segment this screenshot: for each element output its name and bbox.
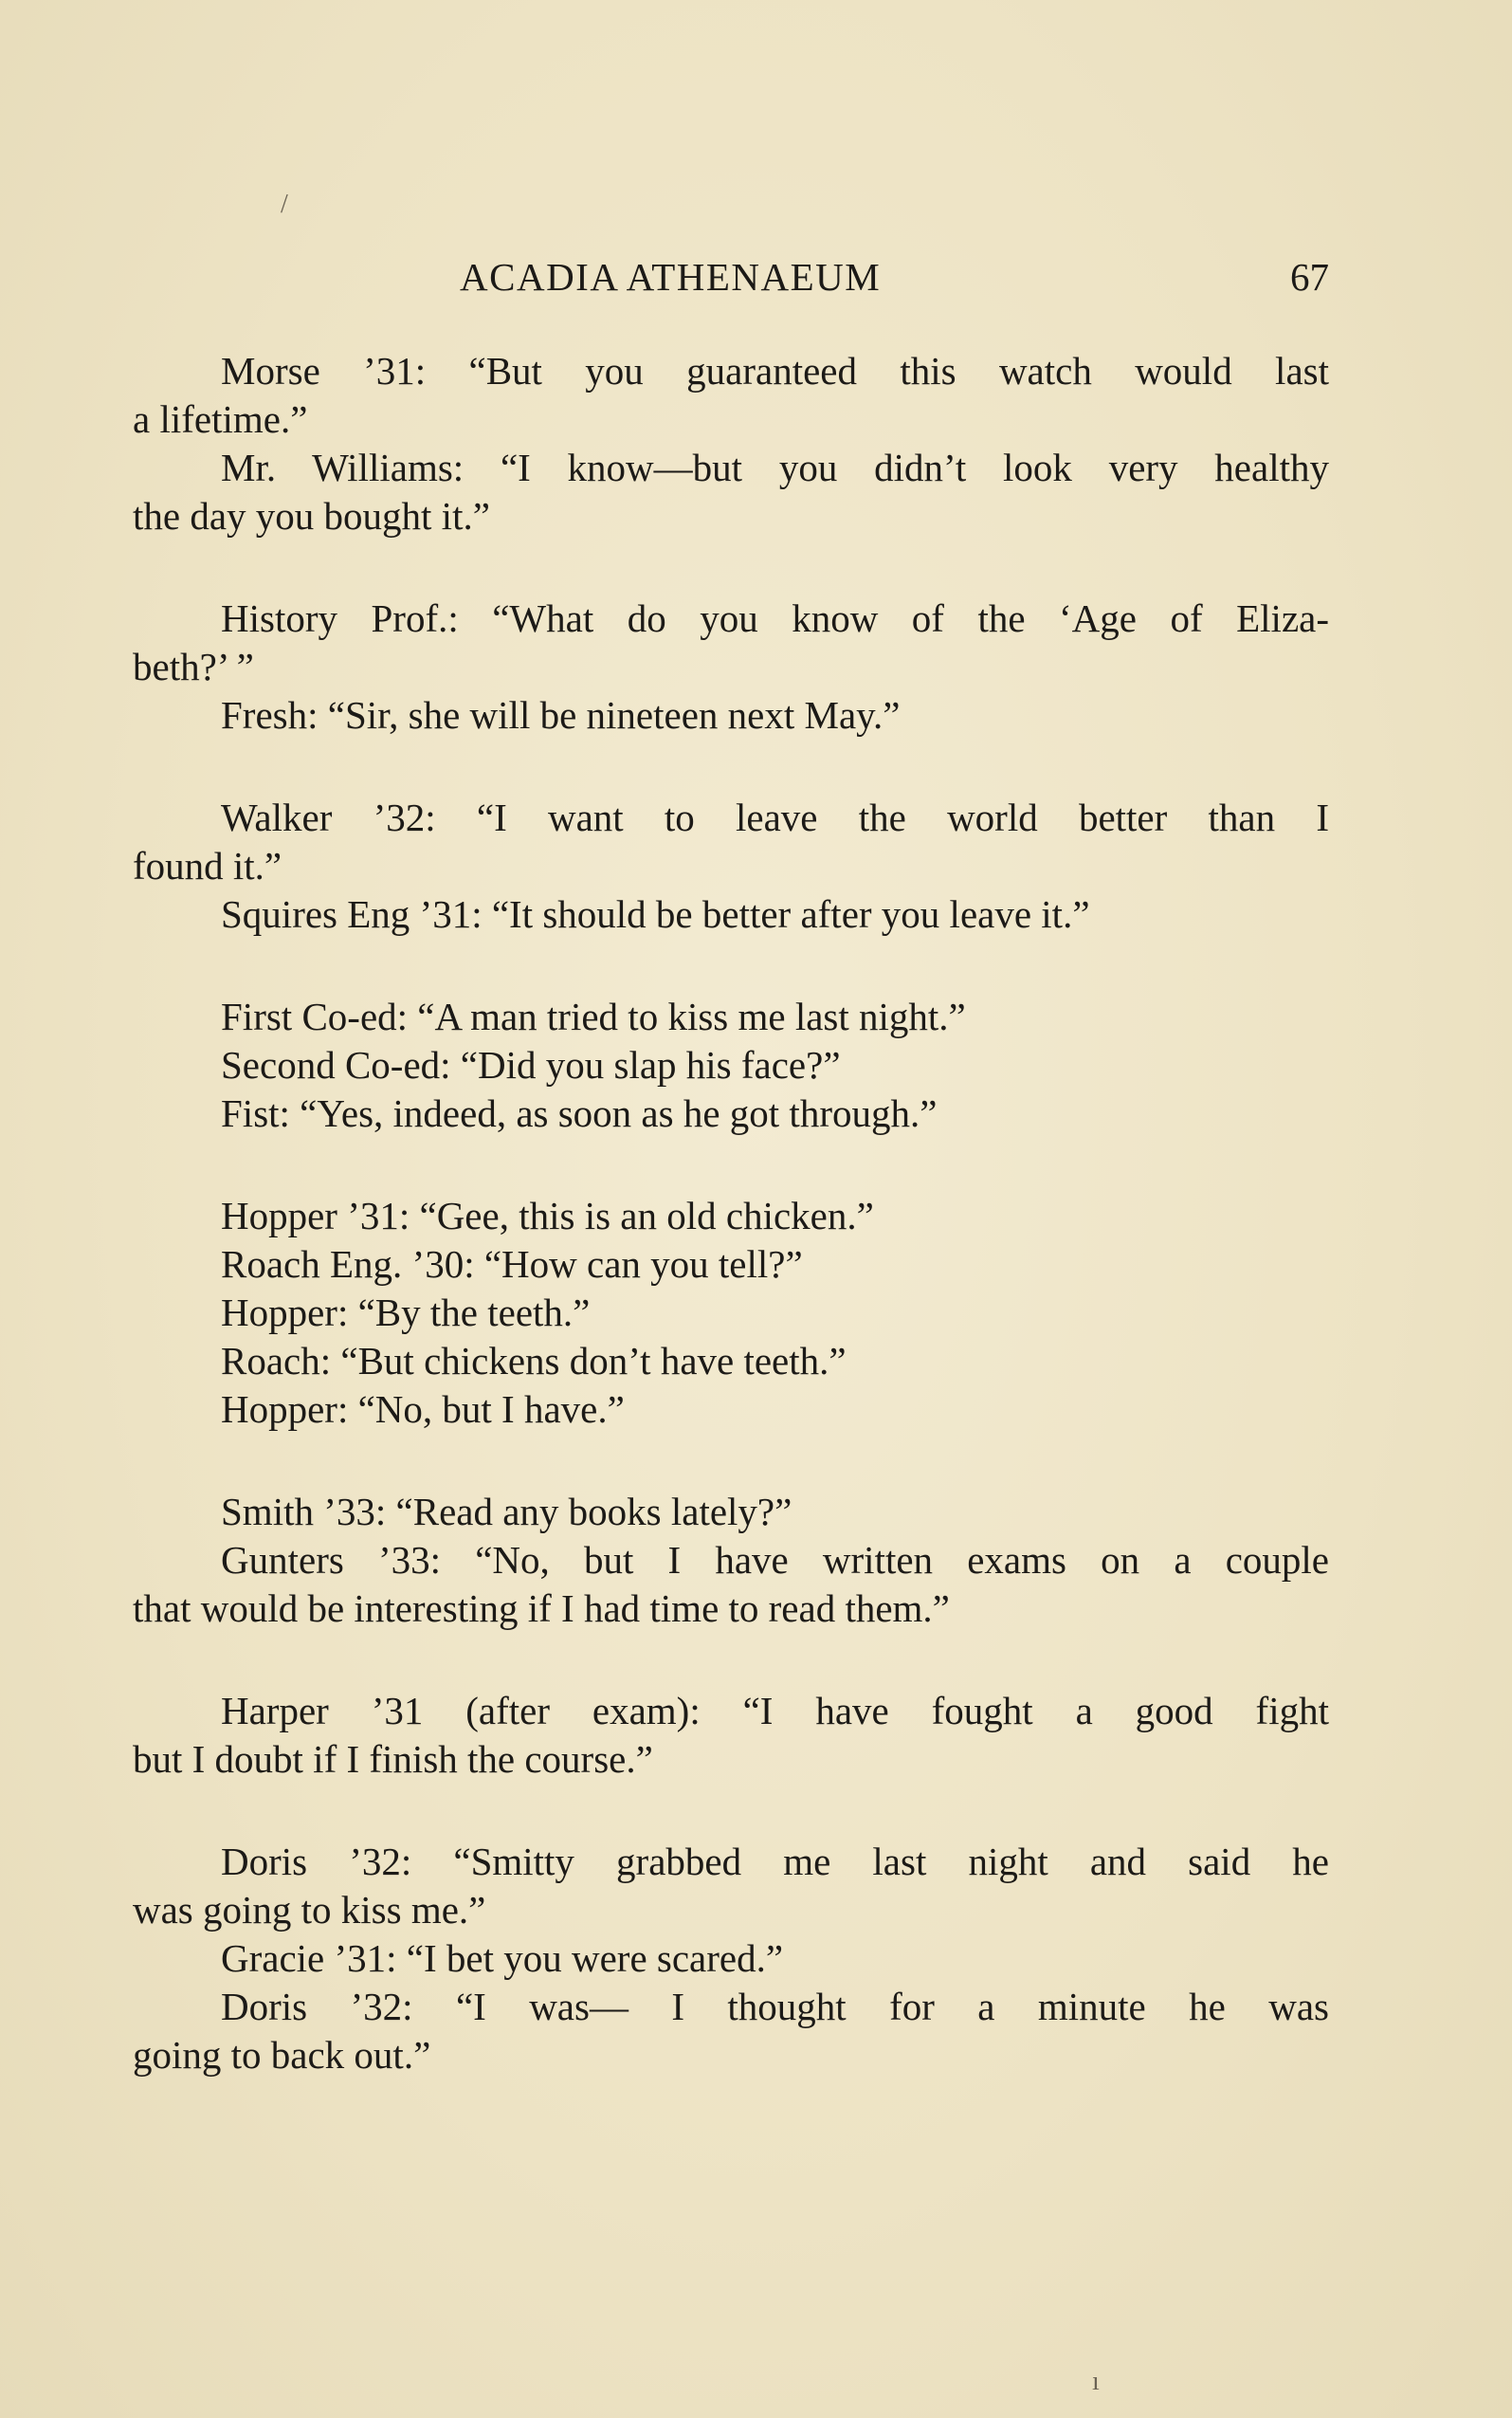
- text-line: Smith ’33: “Read any books lately?”: [221, 1490, 792, 1533]
- joke-exchange: [133, 1192, 1329, 1434]
- stray-mark: /: [281, 190, 288, 219]
- stray-mark: ı: [1092, 2367, 1100, 2396]
- text-line: Walker ’32: “I want to leave the world better than I: [221, 796, 1329, 839]
- text-line: found it.”: [133, 844, 282, 888]
- joke-exchange: [133, 1488, 1329, 1633]
- text-line: beth?’ ”: [133, 645, 254, 688]
- joke-exchange: [133, 1838, 1329, 2079]
- text-line: Doris ’32: “I was— I thought for a minute he was: [221, 1985, 1329, 2028]
- text-line: Squires Eng ’31: “It should be better after you leave it.”: [221, 892, 1090, 936]
- running-header: [133, 254, 1329, 311]
- journal-title: ACADIA ATHENAEUM: [460, 255, 882, 299]
- text-line: Hopper: “No, but I have.”: [221, 1387, 625, 1431]
- text-line: Fresh: “Sir, she will be nineteen next May.”: [221, 693, 901, 737]
- text-line: Roach Eng. ’30: “How can you tell?”: [221, 1242, 803, 1286]
- text-line: was going to kiss me.”: [133, 1888, 486, 1932]
- text-line: going to back out.”: [133, 2033, 431, 2077]
- text-line: History Prof.: “What do you know of the ‘Age of Eliza-: [221, 596, 1329, 640]
- joke-exchange: [133, 1687, 1329, 1784]
- text-line: First Co-ed: “A man tried to kiss me last night.”: [221, 995, 966, 1038]
- text-line: but I doubt if I finish the course.”: [133, 1737, 653, 1781]
- page-number: 67: [1290, 255, 1329, 299]
- text-line: Mr. Williams: “I know—but you didn’t look very healthy: [221, 446, 1329, 489]
- joke-exchange: [133, 993, 1329, 1138]
- text-line: Roach: “But chickens don’t have teeth.”: [221, 1339, 847, 1383]
- text-line: Fist: “Yes, indeed, as soon as he got through.”: [221, 1091, 938, 1135]
- jokes-column: [133, 347, 1329, 2134]
- text-line: that would be interesting if I had time to read them.”: [133, 1586, 950, 1630]
- text-line: Harper ’31 (after exam): “I have fought a good fight: [221, 1689, 1329, 1732]
- text-line: Gracie ’31: “I bet you were scared.”: [221, 1936, 784, 1980]
- text-line: Doris ’32: “Smitty grabbed me last night and said he: [221, 1840, 1329, 1883]
- text-line: the day you bought it.”: [133, 494, 490, 538]
- text-line: Hopper: “By the teeth.”: [221, 1291, 591, 1334]
- joke-exchange: [133, 347, 1329, 540]
- text-line: Gunters ’33: “No, but I have written exams on a couple: [221, 1538, 1329, 1582]
- joke-exchange: [133, 595, 1329, 740]
- text-line: a lifetime.”: [133, 397, 308, 441]
- text-line: Hopper ’31: “Gee, this is an old chicken.”: [221, 1194, 874, 1237]
- text-line: Second Co-ed: “Did you slap his face?”: [221, 1043, 841, 1087]
- joke-exchange: [133, 794, 1329, 939]
- text-line: Morse ’31: “But you guaranteed this watch would last: [221, 349, 1329, 393]
